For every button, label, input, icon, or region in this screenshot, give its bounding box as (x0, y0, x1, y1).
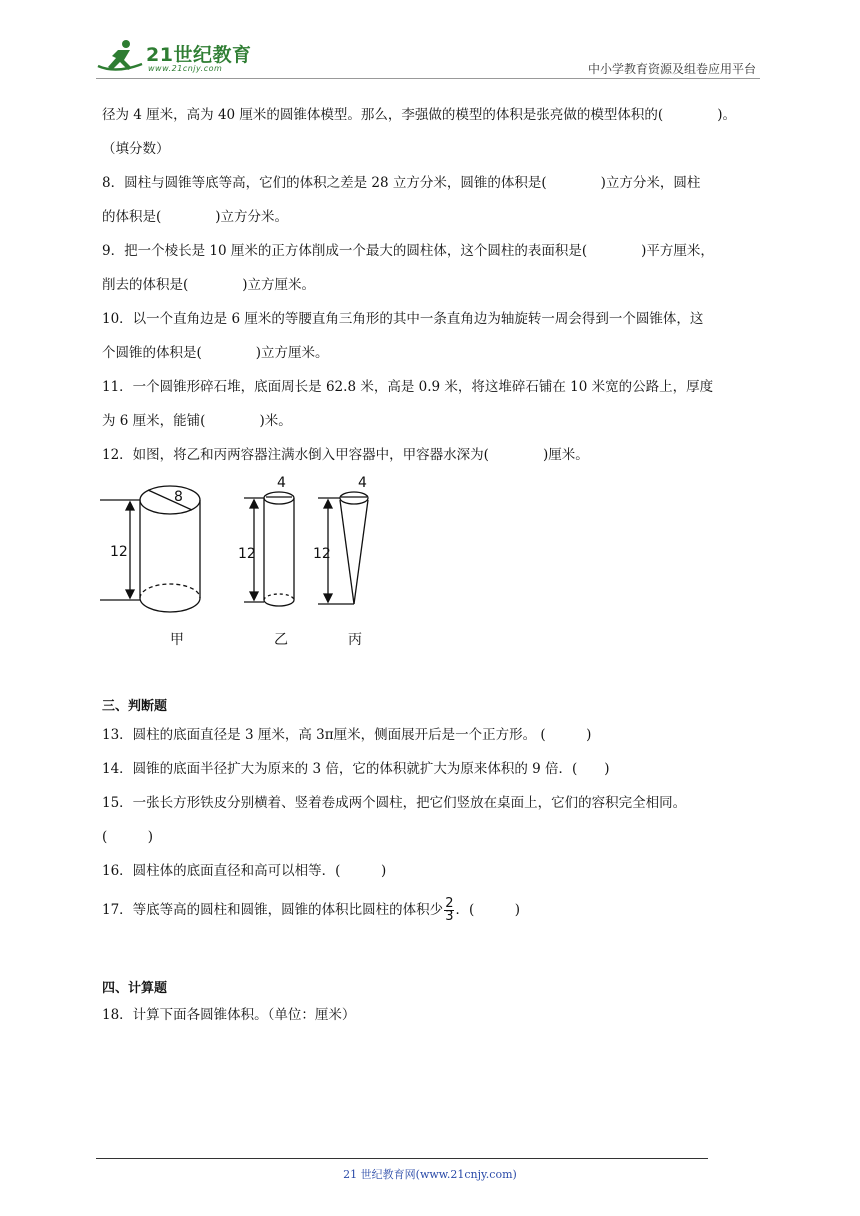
question-16: 16．圆柱体的底面直径和高可以相等．( ) (102, 863, 387, 879)
fraction-denominator: 3 (445, 909, 454, 924)
platform-name: 中小学教育资源及组卷应用平台 (587, 62, 756, 76)
logo-text: 21世纪教育 (146, 44, 252, 66)
label-yi: 乙 (274, 632, 288, 648)
question-11: 11．一个圆锥形碎石堆，底面周长是 62.8 米，高是 0.9 米，将这堆碎石铺在 10 米宽的公路上，厚度 (102, 379, 714, 395)
question-12: 12．如图，将乙和丙两容器注满水倒入甲容器中，甲容器水深为( )厘米。 (102, 447, 589, 463)
question-15: 15．一张长方形铁皮分别横着、竖着卷成两个圆柱，把它们竖放在桌面上，它们的容积完全相同。 (102, 795, 687, 811)
fraction-numerator: 2 (445, 896, 454, 911)
label-bing: 丙 (348, 632, 362, 648)
section-calculation-title: 四、计算题 (102, 981, 168, 996)
question-11-cont: 为 6 厘米，能铺( )米。 (102, 413, 292, 429)
jia-diameter: 8 (174, 489, 183, 505)
text-line: 径为 4 厘米，高为 40 厘米的圆锥体模型。那么，李强做的模型的体积是张亮做的模型体积的( )。 (102, 107, 736, 123)
label-jia: 甲 (170, 632, 184, 648)
bing-height: 12 (313, 546, 331, 562)
header-divider (96, 78, 760, 79)
yi-height: 12 (238, 546, 256, 562)
logo-url: www.21cnjy.com (148, 64, 223, 73)
footer-text: 21 世纪教育网(www.21cnjy.com) (343, 1168, 517, 1181)
question-10-cont: 个圆锥的体积是( )立方厘米。 (102, 345, 329, 361)
question-15-cont: ( ) (102, 829, 154, 845)
jia-height: 12 (110, 544, 128, 560)
footer-divider (96, 1158, 708, 1159)
bing-diameter: 4 (358, 475, 367, 491)
text-line: （填分数） (102, 141, 170, 157)
section-judgement-title: 三、判断题 (102, 699, 168, 714)
fraction-two-thirds (444, 898, 454, 923)
question-17 (102, 898, 520, 923)
question-9-cont: 削去的体积是( )立方厘米。 (102, 277, 316, 293)
question-9: 9．把一个棱长是 10 厘米的正方体削成一个最大的圆柱体，这个圆柱的表面积是( )平方厘米， (102, 243, 714, 259)
question-18: 18．计算下面各圆锥体积。（单位：厘米） (102, 1007, 356, 1023)
containers-figure (96, 470, 396, 660)
question-17-bracket: ．( ) (455, 902, 521, 918)
question-8: 8．圆柱与圆锥等底等高，它们的体积之差是 28 立方分米，圆锥的体积是( )立方分米，圆柱 (102, 175, 701, 191)
question-14: 14．圆锥的底面半径扩大为原来的 3 倍，它的体积就扩大为原来体积的 9 倍．( ) (102, 761, 610, 777)
question-17-text: 17．等底等高的圆柱和圆锥，圆锥的体积比圆柱的体积少 (102, 902, 444, 918)
question-8-cont: 的体积是( )立方分米。 (102, 209, 289, 225)
yi-diameter: 4 (277, 475, 286, 491)
question-10: 10．以一个直角边是 6 厘米的等腰直角三角形的其中一条直角边为轴旋转一周会得到一个圆锥体，这 (102, 311, 704, 327)
question-13: 13．圆柱的底面直径是 3 厘米，高 3π厘米，侧面展开后是一个正方形。 ( ) (102, 727, 592, 743)
page-header (96, 30, 760, 80)
